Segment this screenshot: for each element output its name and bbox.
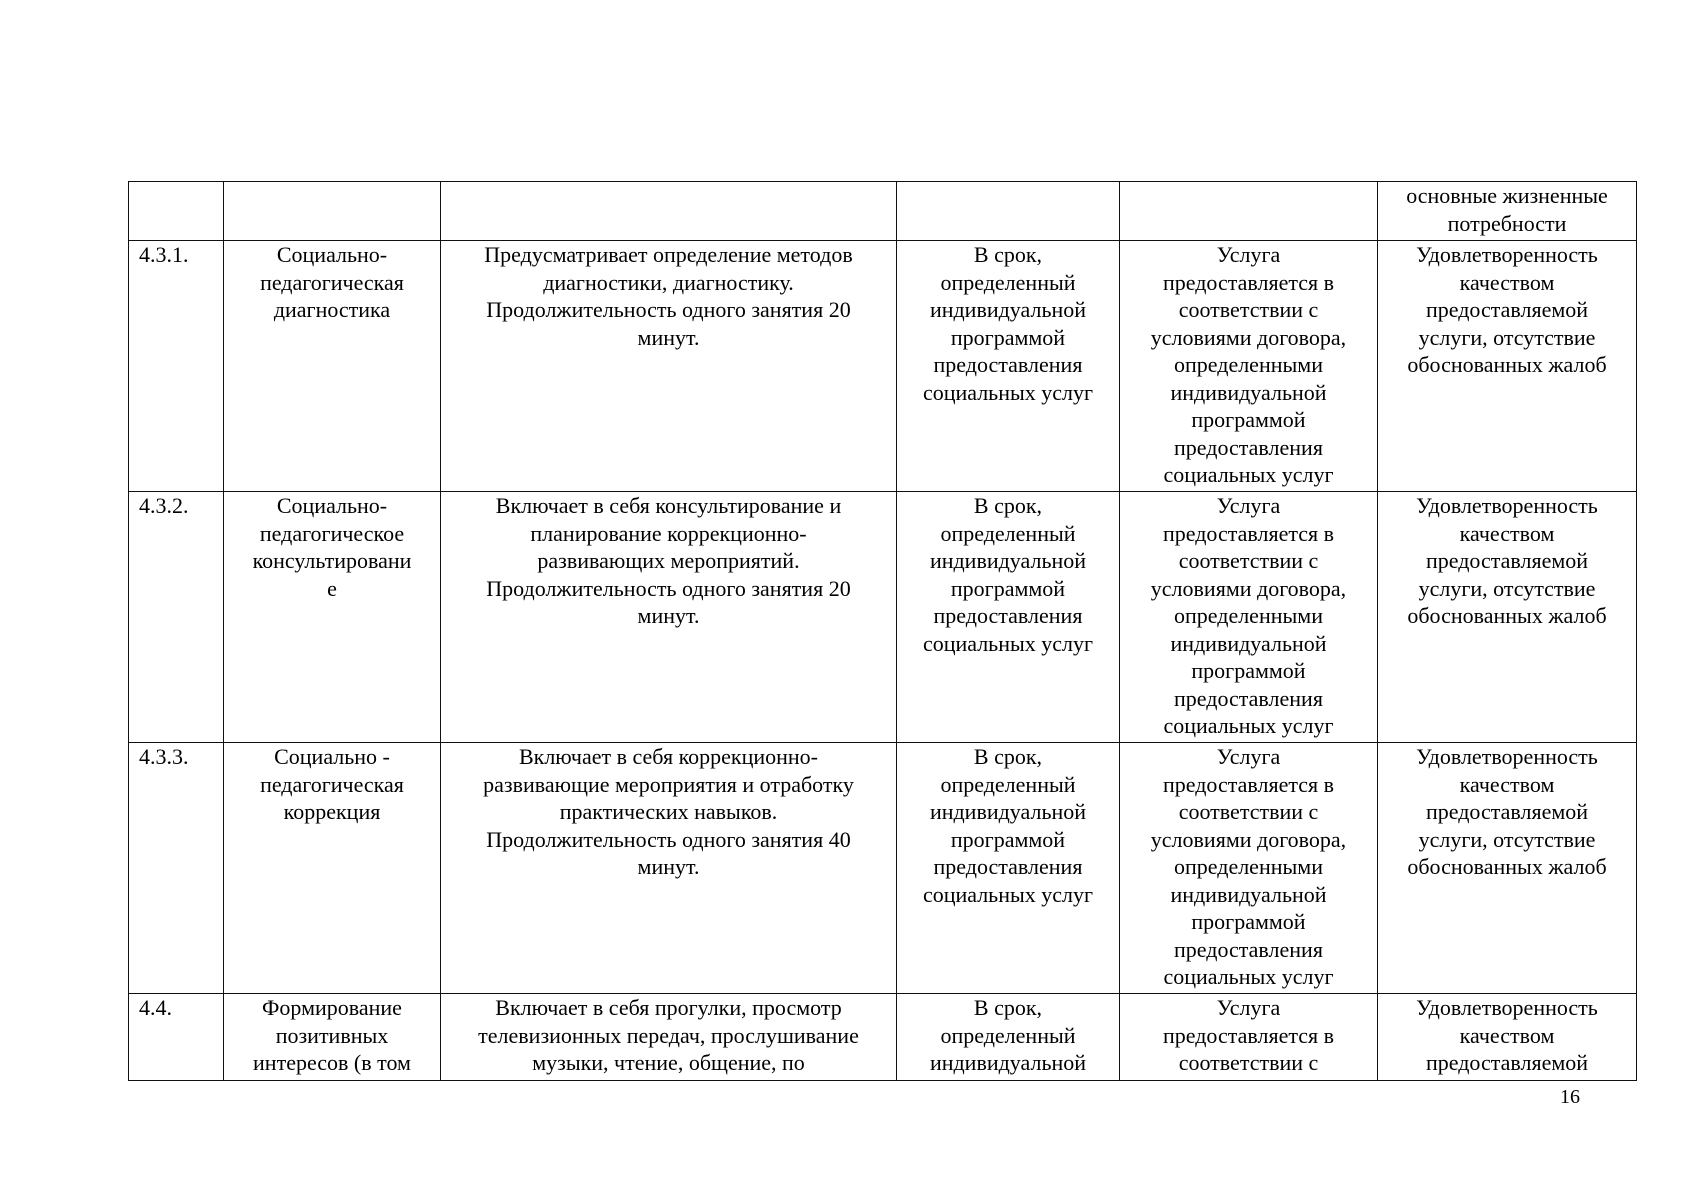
services-table — [128, 181, 1637, 1081]
row-number: 4.3.2. — [129, 492, 224, 743]
service-description — [441, 182, 897, 241]
service-description: Предусматривает определение методов диагностики, диагностику. Продолжительность одного занятия 20 минут. — [441, 241, 897, 492]
service-term: В срок, определенный индивидуальной программой предоставления социальных услуг — [897, 743, 1120, 994]
table-row — [129, 182, 1637, 241]
row-number — [129, 182, 224, 241]
row-number: 4.3.3. — [129, 743, 224, 994]
service-name: Социально- педагогическое консультировани е — [224, 492, 441, 743]
service-conditions: Услуга предоставляется в соответствии с условиями договора, определенными индивидуальной программой предоставления социальных услуг — [1120, 241, 1378, 492]
service-name — [224, 182, 441, 241]
service-description: Включает в себя консультирование и планирование коррекционно- развивающих мероприятий. Продолжительность одного занятия 20 минут. — [441, 492, 897, 743]
service-term: В срок, определенный индивидуальной программой предоставления социальных услуг — [897, 241, 1120, 492]
service-indicators: Удовлетворенность качеством предоставляемой услуги, отсутствие обоснованных жалоб — [1378, 241, 1637, 492]
service-term — [897, 182, 1120, 241]
service-name: Формирование позитивных интересов (в том — [224, 994, 441, 1081]
service-indicators: Удовлетворенность качеством предоставляемой услуги, отсутствие обоснованных жалоб — [1378, 743, 1637, 994]
service-description: Включает в себя коррекционно- развивающие мероприятия и отработку практических навыков. Продолжительность одного занятия 40 минут. — [441, 743, 897, 994]
table-row — [129, 743, 1637, 994]
page-number: 16 — [1560, 1086, 1580, 1108]
service-conditions: Услуга предоставляется в соответствии с — [1120, 994, 1378, 1081]
table-row — [129, 994, 1637, 1081]
service-term: В срок, определенный индивидуальной программой предоставления социальных услуг — [897, 492, 1120, 743]
service-indicators: Удовлетворенность качеством предоставляемой услуги, отсутствие обоснованных жалоб — [1378, 492, 1637, 743]
service-name: Социально- педагогическая диагностика — [224, 241, 441, 492]
service-conditions: Услуга предоставляется в соответствии с условиями договора, определенными индивидуальной программой предоставления социальных услуг — [1120, 743, 1378, 994]
service-indicators: Удовлетворенность качеством предоставляемой — [1378, 994, 1637, 1081]
service-description: Включает в себя прогулки, просмотр телевизионных передач, прослушивание музыки, чтение, общение, по — [441, 994, 897, 1081]
table-row — [129, 241, 1637, 492]
service-indicators: основные жизненные потребности — [1378, 182, 1637, 241]
service-conditions: Услуга предоставляется в соответствии с условиями договора, определенными индивидуальной программой предоставления социальных услуг — [1120, 492, 1378, 743]
service-name: Социально - педагогическая коррекция — [224, 743, 441, 994]
table-row — [129, 492, 1637, 743]
service-term: В срок, определенный индивидуальной — [897, 994, 1120, 1081]
row-number: 4.4. — [129, 994, 224, 1081]
service-conditions — [1120, 182, 1378, 241]
row-number: 4.3.1. — [129, 241, 224, 492]
